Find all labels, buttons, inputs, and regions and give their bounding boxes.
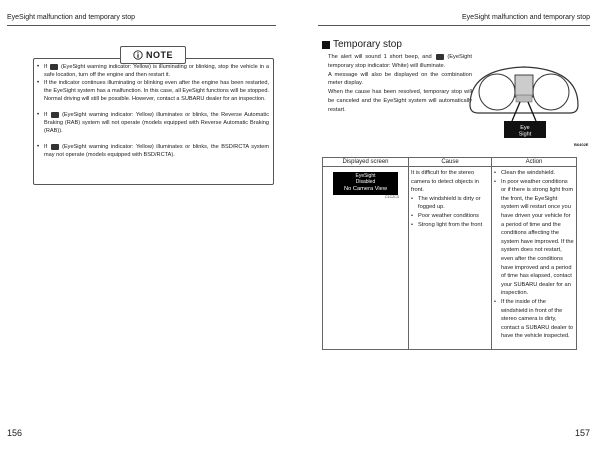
eyesight-warning-icon bbox=[51, 112, 59, 118]
right-running-header: EyeSight malfunction and temporary stop bbox=[461, 14, 590, 21]
note-bullet-3: • If (EyeSight warning indicator: Yellow) illuminates or blinks, the Reverse Automatic Braking (RAB) system will not operate (models equipped with Reverse Automatic Braking (RAB)). bbox=[37, 112, 269, 134]
paragraph-1: The alert will sound 1 short beep, and (EyeSight temporary stop indicator: White) will illuminate. bbox=[328, 54, 472, 69]
cause-bullet-2: • Poor weather conditions bbox=[411, 212, 480, 219]
table-col-divider-2 bbox=[491, 157, 492, 349]
table-header-action: Action bbox=[525, 159, 543, 165]
eyesight-temporary-stop-icon bbox=[436, 54, 444, 60]
note-bullet-4: • If (EyeSight warning indicator: Yellow) illuminates or blinks, the BSD/RCTA system may not operate (models equipped with BSD/RCTA). bbox=[37, 144, 269, 158]
note-bullet-2: • If the indicator continues illuminating or blinking even after the engine has been restarted, the EyeSight system has a malfunction. In this case, all EyeSight functions will be stopped. Normal driving will still be possible. However, contact a SUBARU dealer for an inspection. bbox=[37, 80, 269, 102]
table-header-cause: Cause bbox=[441, 159, 459, 165]
left-header-rule bbox=[7, 25, 276, 26]
paragraph-3: When the cause has been resolved, temporary stop will be canceled and the EyeSight system will automatically restart. bbox=[328, 89, 472, 113]
left-page-number: 156 bbox=[7, 428, 23, 438]
eyesight-warning-icon bbox=[51, 144, 59, 150]
right-header-rule bbox=[318, 25, 590, 26]
action-cell bbox=[494, 169, 574, 341]
left-gauge bbox=[479, 74, 515, 110]
note-bullet-1: • If (EyeSight warning indicator: Yellow) is illuminating or blinking, stop the vehicle in a safe location, turn off the engine and then restart it. bbox=[37, 64, 269, 78]
callout-lines bbox=[512, 102, 536, 121]
info-icon bbox=[133, 50, 143, 60]
section-title: Temporary stop bbox=[333, 39, 402, 50]
table-col-divider-1 bbox=[408, 157, 409, 349]
action-bullet-3: • If the inside of the windshield in front of the stereo camera is dirty, contact a SUBARU dealer to have the vehicle inspected. bbox=[494, 298, 574, 340]
eyesight-warning-icon bbox=[50, 64, 58, 70]
combination-meter-illustration bbox=[462, 55, 590, 150]
display-image-code: C1C2C3 bbox=[385, 195, 399, 199]
cause-bullet-3: • Strong light from the front bbox=[411, 221, 483, 228]
note-title: NOTE bbox=[145, 50, 173, 60]
table-header-displayed-screen: Displayed screen bbox=[342, 159, 389, 165]
section-heading bbox=[322, 39, 402, 50]
cause-bullet-1: • The windshield is dirty or fogged up. bbox=[411, 195, 481, 211]
section-square-icon bbox=[322, 41, 330, 49]
left-running-header: EyeSight malfunction and temporary stop bbox=[7, 14, 136, 21]
right-page-number: 157 bbox=[574, 428, 590, 438]
meter-message-display bbox=[333, 172, 398, 195]
note-tab bbox=[120, 46, 186, 64]
display-line-1: EyeSight bbox=[355, 173, 376, 179]
action-bullet-2: • In poor weather conditions or if there is strong light from the front, the EyeSight system will restart once you have driven your vehicle for a period of time and the conditions affecting the system have improved. If the system does not restart, even after the conditions have improved and a period of time has elapsed, contact your SUBARU dealer for an inspection. bbox=[494, 178, 574, 297]
right-gauge bbox=[533, 74, 569, 110]
cause-cell bbox=[411, 169, 489, 229]
callout-label-1: Eye bbox=[520, 125, 530, 131]
display-line-2: Disabled bbox=[355, 179, 376, 186]
center-display bbox=[515, 75, 533, 97]
table-header-rule bbox=[322, 166, 576, 167]
figure-code: B6402E bbox=[574, 142, 589, 147]
cause-intro: It is difficult for the stereo camera to detect objects in front. bbox=[411, 170, 479, 194]
callout-label-2: Sight bbox=[518, 131, 532, 138]
action-bullet-1: • Clean the windshield. bbox=[494, 170, 556, 176]
indicator-area bbox=[516, 95, 532, 102]
paragraph-2: A message will also be displayed on the combination meter display. bbox=[328, 71, 472, 87]
display-line-3: No Camera View bbox=[344, 185, 387, 192]
section-body bbox=[328, 53, 472, 115]
